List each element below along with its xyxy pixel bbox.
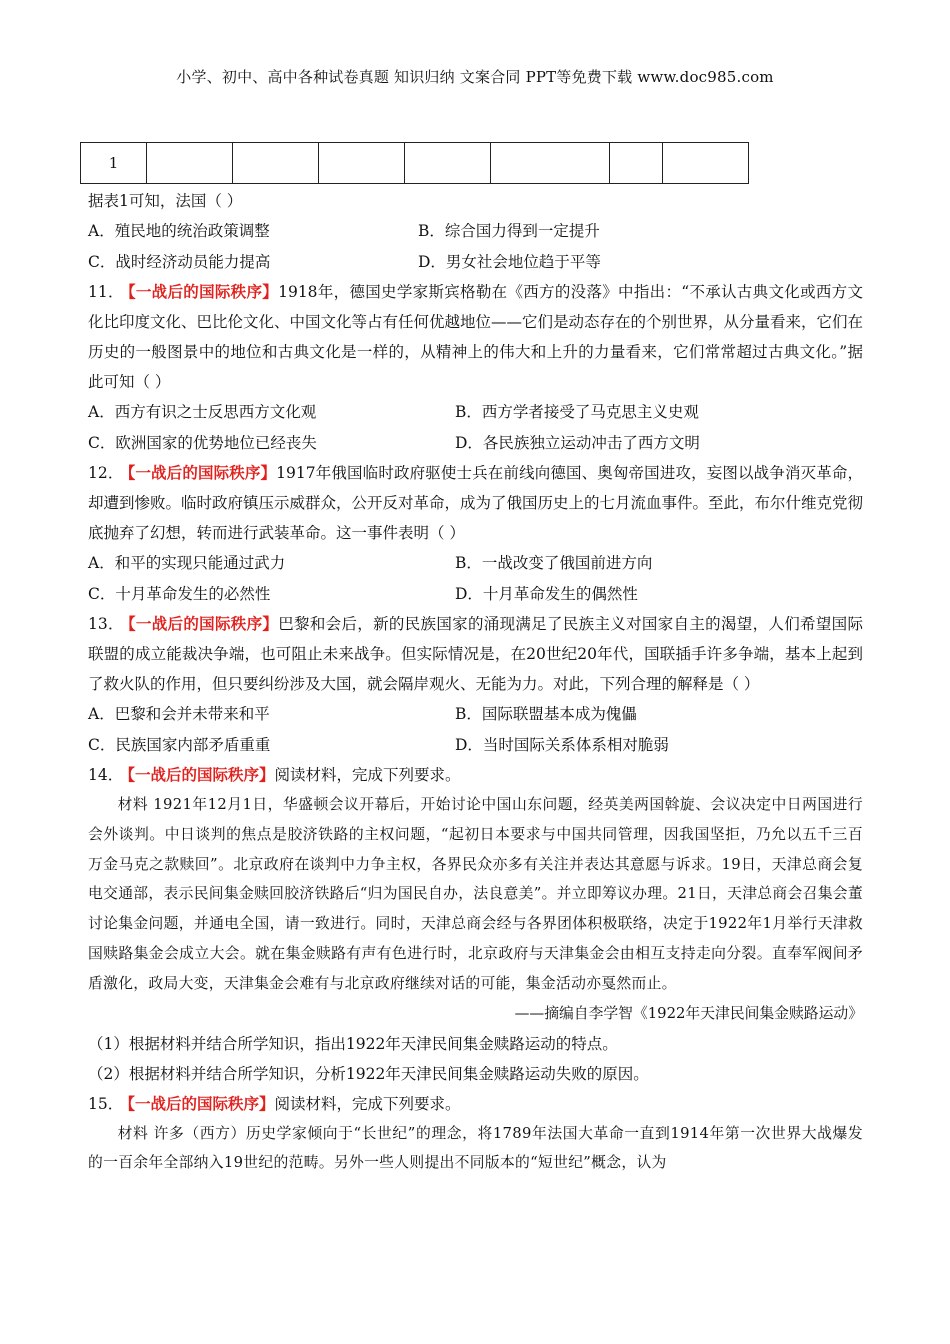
q14-source: ——摘编自李学智《1922年天津民间集金赎路运动》 — [514, 1004, 863, 1022]
question-text: 1918年，德国史学家斯宾格勒在《西方的没落》中指出：“不承认古典文化或西方文化比印度文化、巴比伦文化、中国文化等占有任何优越地位——它们是动态存在的个别世界，从分量看来，它们在历史的一般图景中的地位和古典文化是一样的，从精神上的伟大和上升的力量看来，它们常常超过古典文化。”据此可知（ ） — [88, 283, 864, 391]
table-cell — [147, 143, 233, 184]
topic-tag: 【一战后的国际秩序】 — [127, 765, 275, 784]
question-number: 13． — [88, 615, 124, 633]
q14-stem — [88, 760, 863, 790]
option-d: D．当时国际关系体系相对脆弱 — [455, 735, 669, 754]
question-number: 14． — [88, 766, 124, 784]
q11-options-row2 — [88, 428, 863, 459]
option-b: B．国际联盟基本成为傀儡 — [455, 705, 637, 723]
table-cell: 1 — [81, 143, 147, 184]
option-b: B．一战改变了俄国前进方向 — [455, 554, 653, 572]
option-c: C．欧洲国家的优势地位已经丧失 — [88, 433, 317, 452]
q10-stem: 据表1可知，法国（ ） — [88, 192, 243, 210]
q14-material: 材料 1921年12月1日，华盛顿会议开幕后，开始讨论中国山东问题，经英美两国斡旋、会议决定中日两国进行会外谈判。中日谈判的焦点是胶济铁路的主权问题，“起初日本要求与中国共同管理，因我国坚拒，乃允以五千三百万金马克之款赎回”。北京政府在谈判中力争主权，各界民众亦多有关注并表达其意愿与诉求。19日，天津总商会复电交通部，表示民间集金赎回胶济铁路后“归为国民自办，法良意美”。并立即筹议办理。21日，天津总商会召集会董讨论集金问题，并通电全国，请一致进行。同时，天津总商会经与各界团体积极联络，决定于1922年1月举行天津救国赎路集金会成立大会。就在集金赎路有声有色进行时，北京政府与天津集金会由相互支持走向分裂。直奉军阀间矛盾激化，政局大变，天津集金会难有与北京政府继续对话的可能，集金活动亦戛然而止。 — [88, 796, 863, 992]
topic-tag: 【一战后的国际秩序】 — [127, 1093, 275, 1113]
question-text: 巴黎和会后，新的民族国家的涌现满足了民族主义对国家自主的渴望，人们希望国际联盟的成立能裁决争端，也可阻止未来战争。但实际情况是，在20世纪20年代，国联插手许多争端，基本上起到了救火队的作用，但只要纠纷涉及大国，就会隔岸观火、无能为力。对此，下列合理的解释是（ ） — [88, 615, 863, 693]
topic-tag: 【一战后的国际秩序】 — [127, 282, 279, 301]
q13-options-row2 — [88, 730, 863, 761]
q12-options-row2 — [88, 579, 863, 610]
q13-stem — [88, 609, 863, 699]
topic-tag: 【一战后的国际秩序】 — [127, 614, 279, 633]
data-table-fragment — [80, 142, 749, 184]
option-d: D．各民族独立运动冲击了西方文明 — [455, 433, 700, 452]
option-c: C．民族国家内部矛盾重重 — [88, 735, 271, 754]
question-number: 15． — [88, 1094, 124, 1113]
question-content — [88, 186, 863, 1178]
q14-subquestion-2: （2）根据材料并结合所学知识，分析1922年天津民间集金赎路运动失败的原因。 — [88, 1064, 649, 1083]
table-cell — [319, 143, 405, 184]
table-cell — [491, 143, 610, 184]
q15-material: 材料 许多（西方）历史学家倾向于“长世纪”的理念，将1789年法国大革命一直到1914年第一次世界大战爆发的一百余年全部纳入19世纪的范畴。另外一些人则提出不同版本的“短世纪”概念，认为 — [88, 1124, 863, 1172]
q13-options-row1 — [88, 699, 863, 730]
q10-options-row2 — [88, 247, 863, 278]
q11-stem — [88, 277, 863, 397]
option-c: C．十月革命发生的必然性 — [88, 584, 271, 603]
q12-options-row1 — [88, 548, 863, 579]
q11-options-row1 — [88, 397, 863, 428]
option-b: B．西方学者接受了马克思主义史观 — [455, 403, 699, 421]
q12-stem — [88, 458, 863, 548]
option-a: A．殖民地的统治政策调整 — [88, 222, 270, 240]
q15-stem — [88, 1089, 863, 1119]
question-number: 11． — [88, 283, 124, 301]
option-a: A．西方有识之士反思西方文化观 — [88, 403, 317, 421]
question-number: 12． — [88, 464, 124, 482]
option-d: D．十月革命发生的偶然性 — [455, 584, 638, 603]
table-cell — [405, 143, 491, 184]
option-b: B．综合国力得到一定提升 — [418, 222, 600, 240]
table-cell — [610, 143, 663, 184]
option-c: C．战时经济动员能力提高 — [88, 252, 271, 271]
option-a: A．和平的实现只能通过武力 — [88, 554, 286, 572]
question-text: 阅读材料，完成下列要求。 — [274, 1094, 461, 1113]
table-cell — [233, 143, 319, 184]
q10-options-row1 — [88, 216, 863, 247]
page-header: 小学、初中、高中各种试卷真题 知识归纳 文案合同 PPT等免费下载 www.doc985.com — [176, 68, 774, 86]
option-d: D．男女社会地位趋于平等 — [418, 252, 601, 271]
q14-subquestion-1: （1）根据材料并结合所学知识，指出1922年天津民间集金赎路运动的特点。 — [88, 1034, 618, 1053]
table-row — [81, 143, 749, 184]
table-cell — [663, 143, 749, 184]
question-text: 阅读材料，完成下列要求。 — [274, 766, 461, 784]
question-text: 1917年俄国临时政府驱使士兵在前线向德国、奥匈帝国进攻，妄图以战争消灭革命，却遭到惨败。临时政府镇压示威群众，公开反对革命，成为了俄国历史上的七月流血事件。至此，布尔什维克党彻底抛弃了幻想，转而进行武装革命。这一事件表明（ ） — [88, 464, 864, 542]
topic-tag: 【一战后的国际秩序】 — [127, 463, 277, 482]
option-a: A．巴黎和会并未带来和平 — [88, 705, 270, 723]
